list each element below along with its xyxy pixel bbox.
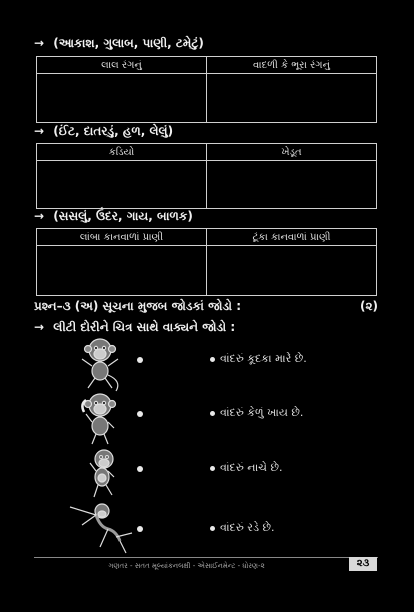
monkey-jumping-icon [70,333,130,393]
section3-col1-header: લાંબા કાનવાળાં પ્રાણી [37,229,207,246]
page-number: ૨૩ [349,557,377,571]
question-row [34,299,378,314]
footer-divider [34,557,378,558]
section1-col2-answer[interactable] [207,74,377,123]
question-label: પ્રશ્ન–૩ (અ) સૂચના મુજબ જોડકાં જોડો : [34,299,242,313]
sentence1-dot[interactable] [210,357,215,362]
section3-words: (સસલું, ઉંદર, ગાય, બાળક) [53,209,193,223]
question-marks: (૨) [359,299,378,313]
section3-table [36,228,377,296]
section3-col1-answer[interactable] [37,246,207,296]
arrow-icon: → [34,36,45,50]
sentence-1: વાંદરું કૂદકા મારે છે. [210,352,307,366]
monkey3-dot[interactable] [137,466,143,472]
arrow-icon: → [34,209,45,223]
monkey4-dot[interactable] [137,526,143,532]
section2-col1-header: કડિયો [37,144,207,161]
sentence3-dot[interactable] [210,466,215,471]
sentence-2: વાંદરું કેળું ખાય છે. [210,406,303,420]
section1-col1-answer[interactable] [37,74,207,123]
section2-col2-header: ખેડૂત [207,144,377,161]
footer-text: ગણતર - સતત મૂલ્યાંકનલક્ષી - એસાઈનમેન્ટ - ધોરણ-૨ [108,562,265,570]
monkey-eating-banana-icon [70,388,130,448]
section3-heading [34,209,193,224]
arrow-icon: → [34,124,45,138]
section1-col1-header: લાલ રંગનું [37,57,207,74]
section1-col2-header: વાદળી કે ભૂરા રંગનું [207,57,377,74]
section2-words: (ઈંટ, દાતરડું, હળ, લેલું) [53,124,174,138]
monkey2-dot[interactable] [137,411,143,417]
sentence2-dot[interactable] [210,411,215,416]
section1-words: (આકાશ, ગુલાબ, પાણી, ટમેટું) [53,36,204,50]
sentence-4: વાંદરું રડે છે. [210,521,274,535]
question-instruction [34,320,235,335]
monkey-crying-icon [66,497,136,557]
section1-table [36,56,377,123]
section3-col2-header: ટૂંકા કાનવાળાં પ્રાણી [207,229,377,246]
sentence-3: વાંદરું નાચે છે. [210,461,282,475]
section2-heading [34,124,173,139]
section3-col2-answer[interactable] [207,246,377,296]
arrow-icon: → [34,320,45,334]
monkey-dancing-icon [70,443,130,503]
section2-col2-answer[interactable] [207,161,377,209]
instruction-text: લીટી દોરીને ચિત્ર સાથે વાક્યને જોડો : [53,320,236,334]
monkey1-dot[interactable] [137,357,143,363]
section2-table [36,143,377,209]
section1-heading [34,36,204,51]
section2-col1-answer[interactable] [37,161,207,209]
sentence4-dot[interactable] [210,526,215,531]
